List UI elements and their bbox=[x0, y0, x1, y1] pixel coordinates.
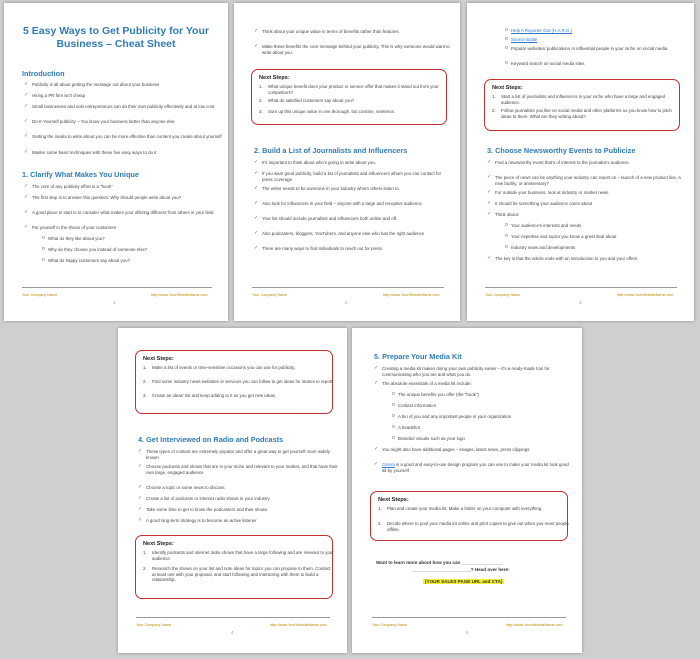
list-item: ✓ Think about your unique value in terms of benefits rather than features bbox=[254, 28, 399, 34]
check-icon: ✓ bbox=[24, 103, 29, 109]
next-steps-label: Next Steps: bbox=[259, 75, 290, 81]
page-title: 5 Easy Ways to Get Publicity for Your Business – Cheat Sheet bbox=[23, 25, 209, 50]
bullet-icon: o bbox=[505, 60, 508, 66]
page-number: 2 bbox=[345, 300, 348, 305]
list-item: ✓ It should be something your audience cares about bbox=[487, 200, 593, 206]
list-item: ✓ The piece of news can be anything your industry can report on – launch of a new product line, a new facility, or anniversary? bbox=[487, 174, 681, 186]
sales-page-cta[interactable]: [YOUR SALES PAGE URL and CTA] bbox=[425, 579, 503, 584]
check-icon: ✓ bbox=[254, 230, 259, 236]
list-item: ✓ Do-It-Yourself publicity – You know your business better than anyone else bbox=[24, 118, 175, 124]
sub-list-item bbox=[505, 28, 681, 34]
footer-company: Your Company Name bbox=[372, 623, 408, 627]
check-icon: ✓ bbox=[24, 118, 29, 124]
check-icon: ✓ bbox=[254, 200, 259, 206]
canva-link[interactable]: Canva bbox=[382, 462, 395, 467]
list-item: ✓ The core of any publicity effort is a "hook" bbox=[24, 183, 113, 189]
bullet-icon: o bbox=[505, 222, 508, 228]
check-icon: ✓ bbox=[24, 92, 29, 98]
check-icon: ✓ bbox=[24, 81, 29, 87]
list-item: ✓ Find a newsworthy event that's of interest to the journalist's audience bbox=[487, 159, 629, 165]
list-item: ✓ For outside your business, look at industry or market news bbox=[487, 189, 609, 195]
list-item: ✓ Hiring a PR firm isn't cheap bbox=[24, 92, 86, 98]
bullet-icon: o bbox=[392, 424, 395, 430]
page-2 bbox=[234, 3, 460, 321]
footer-url[interactable]: http://www.YourWebsiteName.com bbox=[270, 623, 327, 627]
source-bottle-link[interactable]: Source Bottle bbox=[511, 37, 538, 42]
list-item: ✓ Put yourself in the shoes of your customers bbox=[24, 224, 117, 230]
footer-url[interactable]: http://www.YourWebsiteName.com bbox=[506, 623, 563, 627]
check-icon: ✓ bbox=[487, 211, 492, 217]
next-step-item: 3. Create an ideas' list and keep adding to it as you get new ideas. bbox=[143, 393, 277, 398]
footer-company: Your Company Name bbox=[252, 293, 288, 297]
list-item: ✓ Small businesses and solo entrepreneurs can do their own publicity effectively and at low cost bbox=[24, 103, 215, 109]
haro-link[interactable]: Help A Reporter Out (H.A.R.O.) bbox=[511, 28, 573, 33]
check-icon: ✓ bbox=[24, 224, 29, 230]
list-item: ✓ Create a list of podcasts or internet radio shows in your industry bbox=[138, 495, 270, 501]
sub-list-item: o Branded visuals such as your logo bbox=[392, 435, 465, 441]
page-number: 4 bbox=[231, 630, 234, 635]
bullet-icon: o bbox=[505, 45, 508, 51]
sub-list-item: o A headshot bbox=[392, 424, 420, 430]
check-icon: ✓ bbox=[487, 255, 492, 261]
sub-list-item: o Your audience's interests and needs bbox=[505, 222, 582, 228]
check-icon: ✓ bbox=[374, 380, 379, 386]
section-1-heading: 1. Clarify What Makes You Unique bbox=[22, 170, 139, 179]
page-1 bbox=[4, 3, 228, 321]
sub-list-item: o Your expertise and topics you know a great deal about bbox=[505, 233, 617, 239]
page-4 bbox=[118, 328, 347, 653]
list-item: ✓ Also podcasters, bloggers, YouTubers, and anyone else who has the right audience bbox=[254, 230, 425, 236]
check-icon: ✓ bbox=[138, 517, 143, 523]
next-step-item: 1. Make a list of events or time-sensitive occasions you can use for publicity. bbox=[143, 365, 296, 370]
next-steps-label: Next Steps: bbox=[492, 85, 523, 91]
list-item: ✓ You might also have additional pages – images, latest news, press clippings bbox=[374, 446, 530, 452]
next-step-item: 1. Start a list of journalists and influencers in your niche who have a large and engaged audience. bbox=[492, 94, 666, 105]
page-5 bbox=[352, 328, 582, 653]
list-item: ✓ A good place to start is to consider what makes your offering different from others in your field bbox=[24, 209, 214, 215]
sub-list-item: o Popular websites/ publications or influential people in your niche on social media. bbox=[505, 45, 669, 51]
check-icon: ✓ bbox=[24, 183, 29, 189]
check-icon: ✓ bbox=[254, 185, 259, 191]
footer-company: Your Company Name bbox=[22, 293, 58, 297]
list-item: ✓ Master some basic techniques with these five easy ways to do it bbox=[24, 149, 157, 155]
list-item: ✓ Getting the media to write about you can be more effective than content you create about yourself bbox=[24, 133, 222, 139]
list-item: ✓ Make these benefits the core message behind your publicity. This is why someone would want to write about you. bbox=[254, 43, 450, 55]
check-icon: ✓ bbox=[254, 170, 259, 176]
page-number: 1 bbox=[113, 300, 116, 305]
check-icon: ✓ bbox=[374, 461, 379, 467]
next-step-item: 1. What unique benefit does your product or service offer that makes it stand out from your competitors? bbox=[259, 84, 439, 95]
list-item: ✓ Choose a topic or some news to discuss bbox=[138, 484, 225, 490]
check-icon: ✓ bbox=[374, 365, 379, 371]
next-step-item: 2. Follow journalists you like on social media and other platforms so you know how to pitch ideas to them. What are they writing about? bbox=[492, 108, 672, 119]
bullet-icon: o bbox=[505, 36, 508, 42]
next-step-item: 3. Sum up this unique value in one thorough, but concise, sentence. bbox=[259, 109, 396, 114]
list-item: ✓ If you want good publicity, build a list of journalists and influencers whom you can contact for press coverage bbox=[254, 170, 442, 182]
check-icon: ✓ bbox=[254, 159, 259, 165]
check-icon: ✓ bbox=[24, 133, 29, 139]
footer-divider bbox=[485, 287, 677, 288]
next-step-item: 2. Decide where to post your media kit online and print copies to give out when you meet people offline. bbox=[378, 521, 569, 532]
sub-list-item: o Why do they choose you instead of someone else? bbox=[42, 246, 148, 252]
sub-list-item: o The unique benefits you offer (the "hook") bbox=[392, 391, 479, 397]
list-item: ✓ It's important to think about who's going to write about you. bbox=[254, 159, 376, 165]
check-icon: ✓ bbox=[138, 484, 143, 490]
sub-list-item: o A bio of you and any important people in your organization bbox=[392, 413, 512, 419]
bullet-icon: o bbox=[392, 402, 395, 408]
list-item: ✓ A good long-term strategy is to become an active listener bbox=[138, 517, 257, 523]
sub-list-item: o What do happy customers say about you? bbox=[42, 257, 131, 263]
next-steps-label: Next Steps: bbox=[143, 356, 174, 362]
footer-divider bbox=[136, 617, 330, 618]
bullet-icon: o bbox=[505, 27, 508, 33]
bullet-icon: o bbox=[392, 435, 395, 441]
list-item: ✓ Take some time to get to know the podcasters and their shows bbox=[138, 506, 268, 512]
sub-list-item: o Industry news and developments bbox=[505, 244, 576, 250]
list-item: ✓ These types of content are extremely popular and offer a great way to get yourself more widely known bbox=[138, 448, 330, 460]
check-icon: ✓ bbox=[138, 495, 143, 501]
check-icon: ✓ bbox=[487, 200, 492, 206]
cta-prompt-line-1: Want to learn more about how you can ________________ bbox=[376, 560, 503, 565]
bullet-icon: o bbox=[42, 246, 45, 252]
check-icon: ✓ bbox=[24, 149, 29, 155]
check-icon: ✓ bbox=[487, 159, 492, 165]
check-icon: ✓ bbox=[254, 28, 259, 34]
list-item: ✓ Creating a media kit makes doing your own publicity easier – it's a ready-made tool for communicating who you are and what you do. bbox=[374, 365, 550, 377]
next-step-item: 2. Find some industry news websites or services you can follow to get ideas for stories to report. bbox=[143, 379, 334, 384]
list-item: ✓ Also look for influencers in your field – anyone with a large and receptive audience bbox=[254, 200, 422, 206]
bullet-icon: o bbox=[42, 257, 45, 263]
next-step-item: 2. What do satisfied customers say about you? bbox=[259, 98, 355, 103]
next-step-item: 1. Plan and create your media kit. Make a folder on your computer with everything. bbox=[378, 506, 543, 511]
cta-prompt-line-2: _______________________? Head over here: bbox=[412, 567, 510, 572]
check-icon: ✓ bbox=[254, 43, 259, 49]
bullet-icon: o bbox=[392, 391, 395, 397]
footer-divider bbox=[22, 287, 212, 288]
page-number: 3 bbox=[579, 300, 582, 305]
next-steps-label: Next Steps: bbox=[143, 541, 174, 547]
check-icon: ✓ bbox=[487, 174, 492, 180]
check-icon: ✓ bbox=[24, 194, 29, 200]
next-step-item: 1. Identify podcasts and internet radio shows that have a large following and are relevant to your audience. bbox=[143, 550, 334, 561]
check-icon: ✓ bbox=[374, 446, 379, 452]
list-item: ✓ Canva is a good and easy-to-use design program you can use to make your media kit look good all by yourself. bbox=[374, 461, 569, 473]
list-item: ✓ Publicity is all about getting the message out about your business bbox=[24, 81, 160, 87]
list-item: ✓ Choose podcasts and shows that are in your niche and relevant to your market, and that have their own large, engaged audience bbox=[138, 463, 338, 475]
check-icon: ✓ bbox=[254, 215, 259, 221]
check-icon: ✓ bbox=[138, 463, 143, 469]
section-2-heading: 2. Build a List of Journalists and Influencers bbox=[254, 146, 408, 155]
list-item: ✓ The key is that the article ends with an introduction to you and your offers bbox=[487, 255, 638, 261]
footer-url[interactable]: http://www.YourWebsiteName.com bbox=[151, 293, 208, 297]
list-item: ✓ The writer needs to be someone in your industry whom others listen to. bbox=[254, 185, 400, 191]
next-steps-label: Next Steps: bbox=[378, 497, 409, 503]
bullet-icon: o bbox=[42, 235, 45, 241]
check-icon: ✓ bbox=[138, 506, 143, 512]
section-5-heading: 5. Prepare Your Media Kit bbox=[374, 352, 462, 361]
bullet-icon: o bbox=[505, 244, 508, 250]
list-item: ✓ The first step is to answer this question: Why should people write about you? bbox=[24, 194, 182, 200]
section-3-heading: 3. Choose Newsworthy Events to Publicize bbox=[487, 146, 636, 155]
list-item: ✓ Think about: bbox=[487, 211, 520, 217]
sub-list-item bbox=[505, 37, 681, 43]
footer-url[interactable]: http://www.YourWebsiteName.com bbox=[617, 293, 674, 297]
footer-divider bbox=[252, 287, 444, 288]
check-icon: ✓ bbox=[254, 245, 259, 251]
check-icon: ✓ bbox=[138, 448, 143, 454]
section-4-heading: 4. Get Interviewed on Radio and Podcasts bbox=[138, 435, 284, 444]
check-icon: ✓ bbox=[24, 209, 29, 215]
check-icon: ✓ bbox=[487, 189, 492, 195]
list-item: ✓ Your list should include journalists and influencers both online and off. bbox=[254, 215, 398, 221]
bullet-icon: o bbox=[392, 413, 395, 419]
sub-list-item: o Keyword search on social media sites bbox=[505, 60, 585, 66]
footer-company: Your Company Name bbox=[485, 293, 521, 297]
introduction-heading: Introduction bbox=[22, 69, 65, 78]
sub-list-item: o What do they like about you? bbox=[42, 235, 105, 241]
footer-url[interactable]: http://www.YourWebsiteName.com bbox=[383, 293, 440, 297]
list-item: ✓ The absolute essentials of a media kit include: bbox=[374, 380, 472, 386]
footer-divider bbox=[372, 617, 566, 618]
page-3 bbox=[467, 3, 694, 321]
list-item: ✓ There are many ways to find individuals to reach out for press. bbox=[254, 245, 384, 251]
page-number: 5 bbox=[466, 630, 469, 635]
bullet-icon: o bbox=[505, 233, 508, 239]
next-step-item: 2. Research the shows on your list and note ideas for topics you can propose to them. Contact at least one with your proposal, and start following and interacting with them to build a relationship. bbox=[143, 566, 331, 582]
sub-list-item: o Contact information bbox=[392, 402, 437, 408]
footer-company: Your Company Name bbox=[136, 623, 172, 627]
